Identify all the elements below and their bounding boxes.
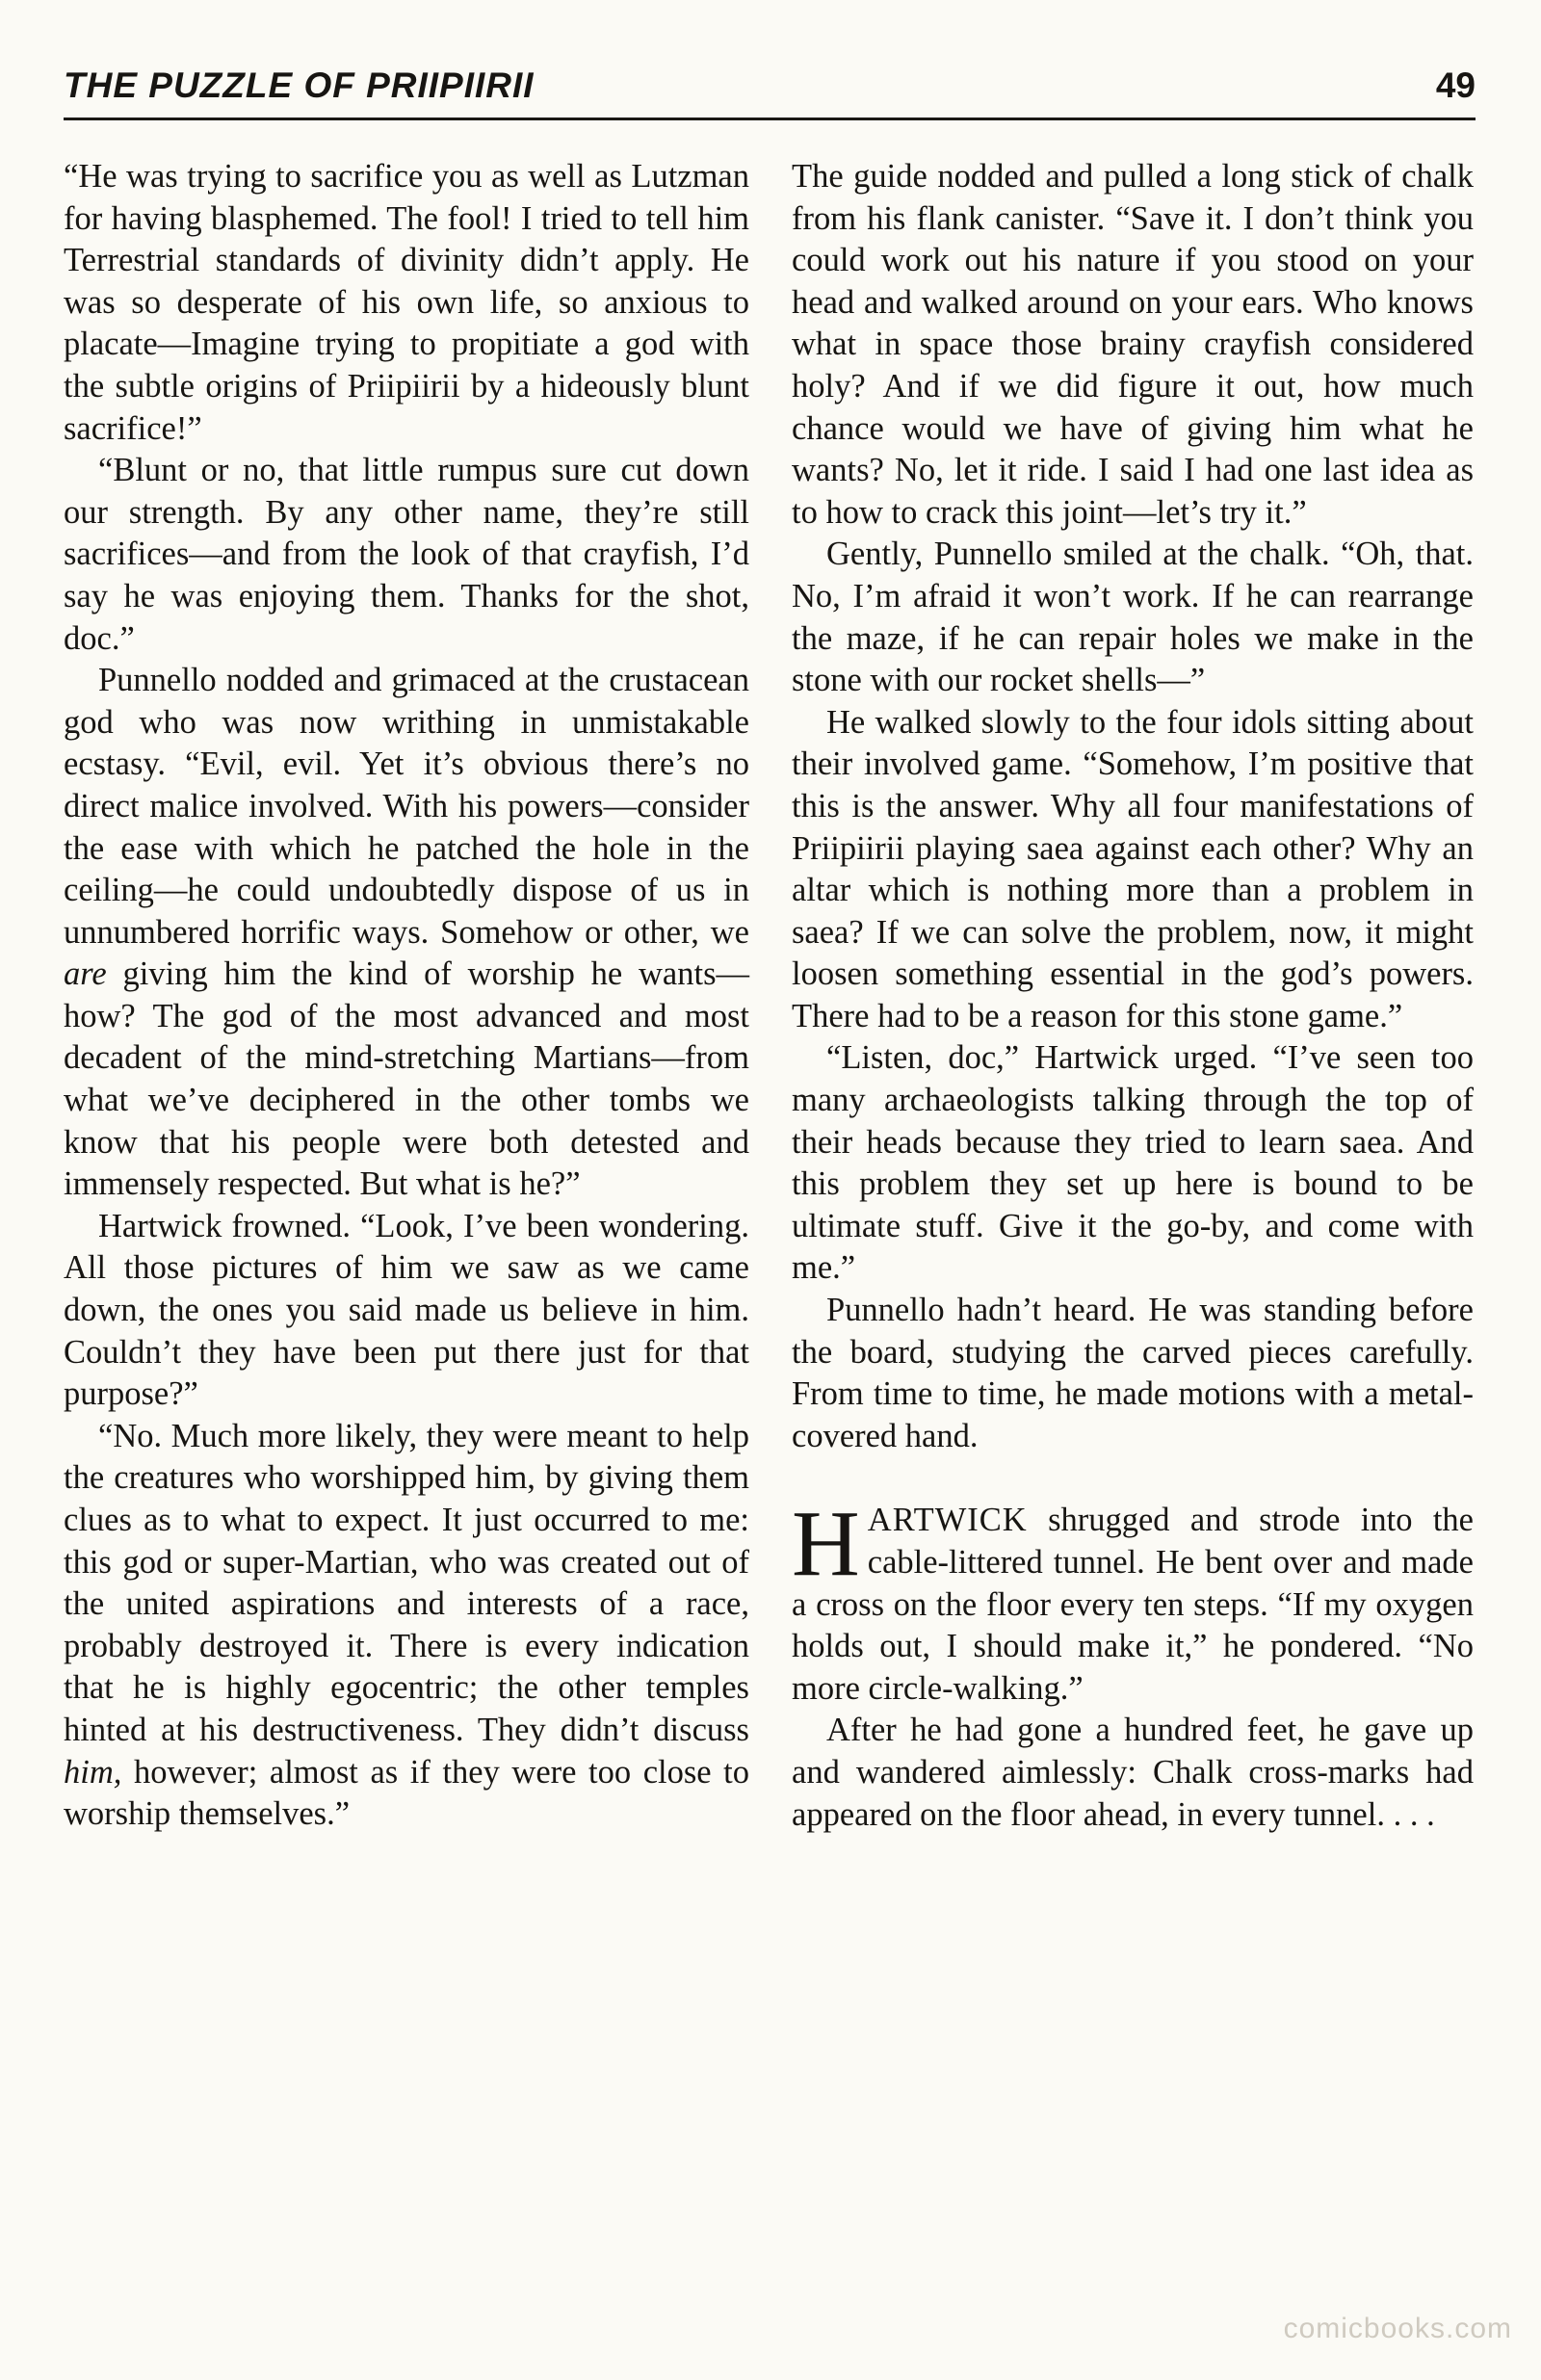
right-column xyxy=(792,156,1474,1836)
emphasis: are xyxy=(64,955,107,993)
page-number: 49 xyxy=(1435,65,1476,105)
drop-cap: H xyxy=(792,1492,860,1597)
paragraph: Punnello hadn’t heard. He was standing before the board, studying the carved pieces carefully. From time to time, he made motions with a metal-covered hand. xyxy=(792,1292,1474,1454)
text-run: however; almost as if they were too close to worship themselves.” xyxy=(64,1753,749,1833)
section-break xyxy=(792,1457,1474,1500)
text-run: “No. Much more likely, they were meant to help the creatures who worshipped him, by giving them clues as to what to expect. It just occurred to me: this god or super-Martian, who was created out of the united aspirations and interests of a race, probably destroyed it. There is every indication that he is highly egocentric; the other temples hinted at his destructiveness. They didn’t discuss xyxy=(64,1417,749,1748)
paragraph: After he had gone a hundred feet, he gave up and wandered aimlessly: Chalk cross-marks had appeared on the floor ahead, in every tunnel. . . . xyxy=(792,1712,1474,1833)
paragraph: “He was trying to sacrifice you as well as Lutzman for having blasphemed. The fool! I tried to tell him Terrestrial standards of divinity didn’t apply. He was so desperate of his own life, so anxious to placate—Imagine trying to propitiate a god with the subtle origins of Priipiirii by a hideously blunt sacrifice!” xyxy=(64,158,749,447)
watermark: comicbooks.com xyxy=(1283,2313,1512,2344)
small-caps-lead: ARTWICK xyxy=(867,1502,1028,1539)
text-run: giving him the kind of worship he wants—how? The god of the most advanced and most decadent of the mind-stretching Martians—from what we’ve deciphered in the other tombs we know that his people were both detested and immensely respected. But what is he?” xyxy=(64,955,749,1203)
paragraph: The guide nodded and pulled a long stick of chalk from his flank canister. “Save it. I don’t think you could work out his nature if you stood on your head and walked around on your ears. Who knows what in space those brainy crayfish considered holy? And if we did figure it out, how much chance would we have of giving him what he wants? No, let it ride. I said I had one last idea as to how to crack this joint—let’s try it.” xyxy=(792,158,1474,531)
text-run: Punnello nodded and grimaced at the crustacean god who was now writhing in unmistakable ecstasy. “Evil, evil. Yet it’s obvious there’s no direct malice involved. With his powers—consider the ease with which he patched the hole in the ceiling—he could undoubtedly dispose of us in unnumbered horrific ways. Somehow or other, we xyxy=(64,662,749,951)
left-column xyxy=(64,156,749,1836)
paragraph: Gently, Punnello smiled at the chalk. “Oh, that. No, I’m afraid it won’t work. If he can rearrange the maze, if he can repair holes we make in the stone with our rocket shells—” xyxy=(792,536,1474,699)
paragraph: “Blunt or no, that little rumpus sure cut down our strength. By any other name, they’re still sacrifices—and from the look of that crayfish, I’d say he was enjoying them. Thanks for the shot, doc.” xyxy=(64,452,749,657)
text-run: shrugged and strode into the cable-littered tunnel. He bent over and made a cross on the floor every ten steps. “If my oxygen holds out, I should make it,” he pondered. “No more circle-walking.” xyxy=(792,1502,1474,1707)
emphasis: him, xyxy=(64,1753,122,1791)
paragraph: Hartwick frowned. “Look, I’ve been wondering. All those pictures of him we saw as we came down, the ones you said made us believe in him. Couldn’t they have been put there just for that purpose?” xyxy=(64,1207,749,1413)
running-title: THE PUZZLE OF PRIIPIIRII xyxy=(64,65,535,105)
paragraph xyxy=(792,1492,1474,1710)
page-header xyxy=(64,64,1476,120)
paragraph: “Listen, doc,” Hartwick urged. “I’ve seen too many archaeologists talking through the top of their heads because they tried to learn saea. And this problem they set up here is bound to be ultimate stuff. Give it the go-by, and come with me.” xyxy=(792,1039,1474,1287)
paragraph xyxy=(64,660,749,1206)
paragraph: He walked slowly to the four idols sitting about their involved game. “Somehow, I’m positive that this is the answer. Why all four manifestations of Priipiirii playing saea against each other? Why an altar which is nothing more than a problem in saea? If we can solve the problem, now, it might loosen something essential in the god’s powers. There had to be a reason for this stone game.” xyxy=(792,703,1474,1034)
paragraph xyxy=(64,1416,749,1836)
